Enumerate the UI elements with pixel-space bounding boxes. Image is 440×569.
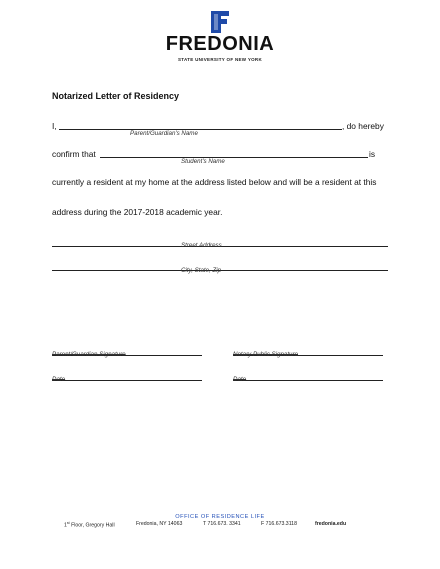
line2-prefix: confirm that [52,149,96,159]
notary-signature-caption: Notary Public Signature [233,351,299,358]
notary-date-field[interactable] [233,380,383,381]
footer-website-link[interactable]: fredonia.edu [315,521,347,527]
line1-suffix: , do hereby [342,121,384,131]
line1-prefix: I, [52,121,57,131]
body-text-1: currently a resident at my home at the address listed below and will be a resident at this [52,177,377,187]
fredonia-logo-icon [208,10,232,34]
footer-city: Fredonia, NY 14063 [136,521,183,527]
logo-subtitle: STATE UNIVERSITY OF NEW YORK [177,57,263,62]
footer-phone: T 716.673. 3341 [203,521,241,527]
city-state-zip-caption: City, State, Zip [181,267,222,274]
parent-signature-caption: Parent/Guardian Signature [52,351,126,358]
parent-date-field[interactable] [52,380,202,381]
line2-suffix: is [369,149,376,159]
parent-date-caption: Date [52,376,66,383]
footer-fax: F 716.673.3118 [261,521,297,527]
student-name-field[interactable] [100,157,368,158]
logo-wordmark: FREDONIA [165,33,275,55]
document-title: Notarized Letter of Residency [52,91,180,101]
footer-floor: 1st Floor, Gregory Hall [64,521,115,529]
parent-name-field[interactable] [59,129,342,130]
body-text-2: address during the 2017-2018 academic year. [52,207,223,217]
footer-office: OFFICE OF RESIDENCE LIFE [175,514,265,520]
student-name-caption: Student's Name [181,158,225,165]
notary-date-caption: Date [233,376,247,383]
parent-name-caption: Parent/Guardian's Name [130,130,198,137]
street-address-caption: Street Address [181,242,222,249]
